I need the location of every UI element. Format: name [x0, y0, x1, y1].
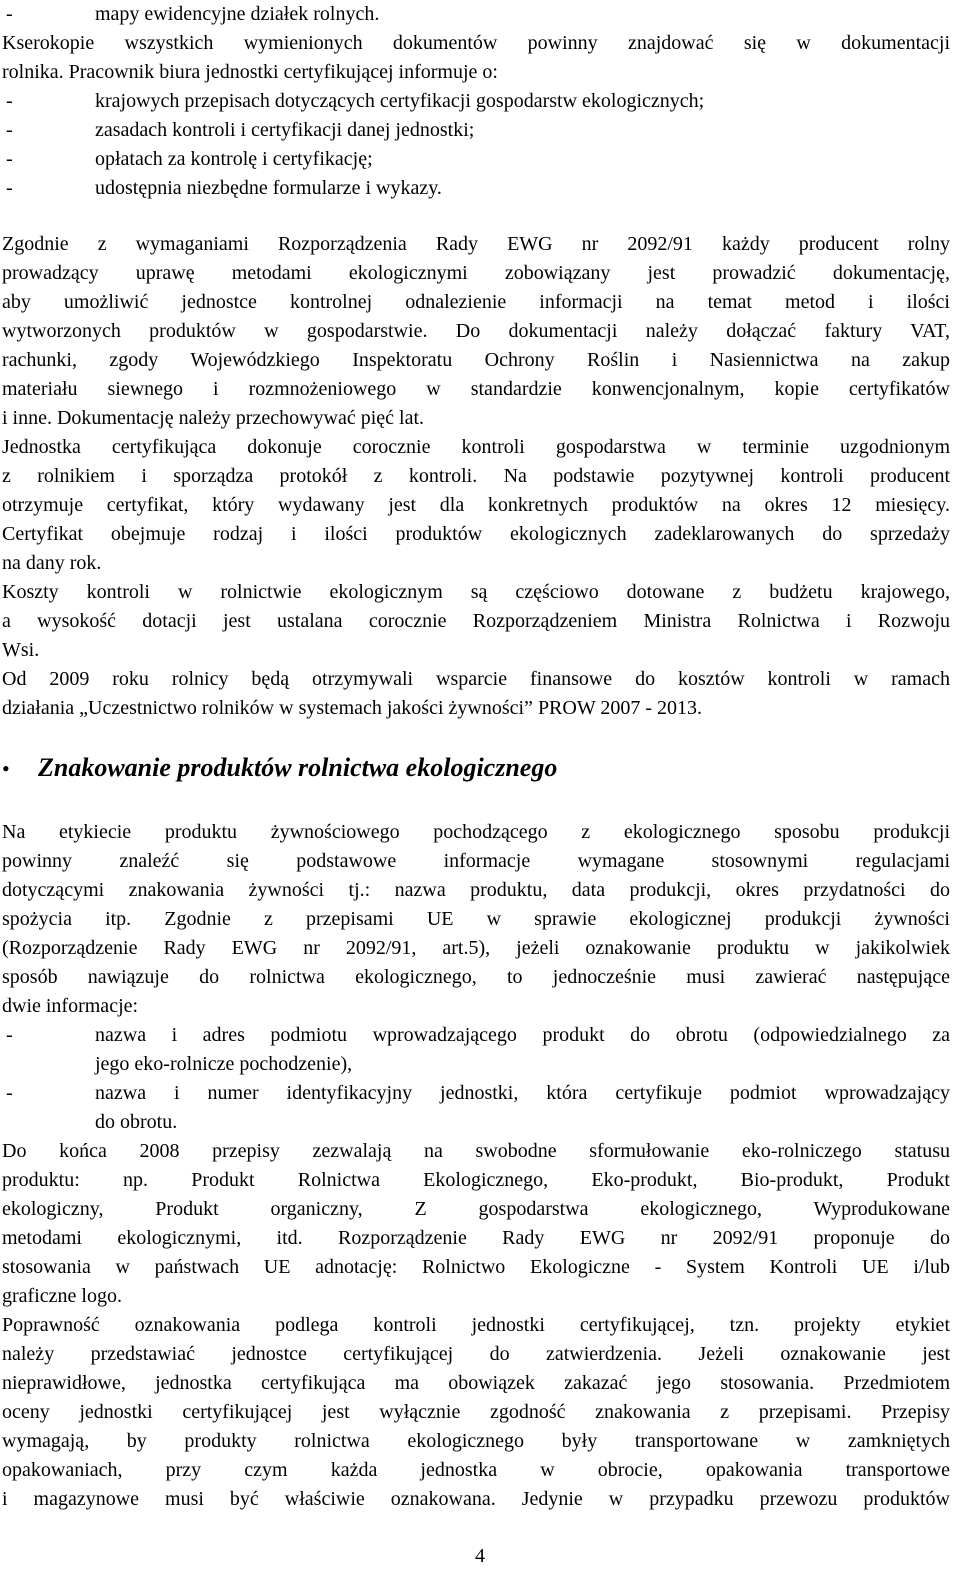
text-line: produktu: np. Produkt Rolnictwa Ekologicznego, Eko-produkt, Bio-produkt, Produkt: [2, 1169, 950, 1191]
text-line: Zgodnie z wymaganiami Rozporządzenia Rady EWG nr 2092/91 każdy producent rolny: [2, 233, 950, 255]
text-line: Do końca 2008 przepisy zezwalają na swobodne sformułowanie eko-rolniczego statusu: [2, 1140, 950, 1162]
text-line: materiału siewnego i rozmnożeniowego w standardzie konwencjonalnym, kopie certyfikatów: [2, 378, 950, 400]
text-line: prowadzący uprawę metodami ekologicznymi zobowiązany jest prowadzić dokumentację,: [2, 262, 950, 284]
text-line: a wysokość dotacji jest ustalana corocznie Rozporządzeniem Ministra Rolnictwa i Rozwoju: [2, 610, 950, 632]
text-line: spożycia itp. Zgodnie z przepisami UE w sprawie ekologicznej produkcji żywności: [2, 908, 950, 930]
text-line: powinny znaleźć się podstawowe informacje wymagane stosownymi regulacjami: [2, 850, 950, 872]
list-dash: -: [6, 1024, 13, 1046]
text-line: Kserokopie wszystkich wymienionych dokumentów powinny znajdować się w dokumentacji: [2, 32, 950, 54]
text-line: rachunki, zgody Wojewódzkiego Inspektoratu Ochrony Roślin i Nasiennictwa na zakup: [2, 349, 950, 371]
list-dash: -: [6, 177, 13, 199]
text-line: otrzymuje certyfikat, który wydawany jest dla konkretnych produktów na okres 12 miesięcy.: [2, 494, 950, 516]
text-line: z rolnikiem i sporządza protokół z kontroli. Na podstawie pozytywnej kontroli producent: [2, 465, 950, 487]
section-heading: Znakowanie produktów rolnictwa ekologicznego: [38, 753, 558, 782]
list-item: krajowych przepisach dotyczących certyfikacji gospodarstw ekologicznych;: [95, 90, 705, 112]
text-line: metodami ekologicznymi, itd. Rozporządzenie Rady EWG nr 2092/91 proponuje do: [2, 1227, 950, 1249]
list-item-continuation: jego eko-rolnicze pochodzenie),: [95, 1053, 353, 1075]
list-item: nazwa i numer identyfikacyjny jednostki, która certyfikuje podmiot wprowadzający: [95, 1082, 950, 1104]
list-dash: -: [6, 3, 13, 25]
text-line: Poprawność oznakowania podlega kontroli jednostki certyfikującej, tzn. projekty etykiet: [2, 1314, 950, 1336]
text-line: działania „Uczestnictwo rolników w systemach jakości żywności” PROW 2007 - 2013.: [2, 697, 703, 719]
text-line: opakowaniach, przy czym każda jednostka w obrocie, opakowania transportowe: [2, 1459, 950, 1481]
list-item: udostępnia niezbędne formularze i wykazy.: [95, 177, 442, 199]
text-line: na dany rok.: [2, 552, 102, 574]
text-line: nieprawidłowe, jednostka certyfikująca ma obowiązek zakazać jego stosowania. Przedmiotem: [2, 1372, 950, 1394]
list-dash: -: [6, 1082, 13, 1104]
text-line: aby umożliwić jednostce kontrolnej odnalezienie informacji na temat metod i ilości: [2, 291, 950, 313]
text-line: Koszty kontroli w rolnictwie ekologicznym są częściowo dotowane z budżetu krajowego,: [2, 581, 950, 603]
list-dash: -: [6, 90, 13, 112]
text-line: dwie informacje:: [2, 995, 139, 1017]
text-line: i magazynowe musi być właściwie oznakowana. Jedynie w przypadku przewozu produktów: [2, 1488, 950, 1510]
text-line: Wsi.: [2, 639, 40, 661]
text-line: oceny jednostki certyfikującej jest wyłącznie zgodność znakowania z przepisami. Przepisy: [2, 1401, 950, 1423]
text-line: Od 2009 roku rolnicy będą otrzymywali wsparcie finansowe do kosztów kontroli w ramach: [2, 668, 950, 690]
text-line: wymagają, by produkty rolnictwa ekologicznego były transportowane w zamkniętych: [2, 1430, 950, 1452]
text-line: dotyczącymi znakowania żywności tj.: nazwa produktu, data produkcji, okres przydatności do: [2, 879, 950, 901]
bullet-icon: •: [2, 756, 10, 781]
text-line: graficzne logo.: [2, 1285, 122, 1307]
text-line: Na etykiecie produktu żywnościowego pochodzącego z ekologicznego sposobu produkcji: [2, 821, 950, 843]
list-item: nazwa i adres podmiotu wprowadzającego produkt do obrotu (odpowiedzialnego za: [95, 1024, 950, 1046]
text-line: i inne. Dokumentację należy przechowywać pięć lat.: [2, 407, 425, 429]
list-item-continuation: do obrotu.: [95, 1111, 178, 1133]
list-item: zasadach kontroli i certyfikacji danej jednostki;: [95, 119, 475, 141]
page-number: 4: [475, 1545, 485, 1567]
text-line: Certyfikat obejmuje rodzaj i ilości produktów ekologicznych zadeklarowanych do sprzedaży: [2, 523, 950, 545]
list-dash: -: [6, 148, 13, 170]
text-line: Jednostka certyfikująca dokonuje corocznie kontroli gospodarstwa w terminie uzgodnionym: [2, 436, 950, 458]
list-item: mapy ewidencyjne działek rolnych.: [95, 3, 380, 25]
text-line: stosowania w państwach UE adnotację: Rolnictwo Ekologiczne - System Kontroli UE i/lub: [2, 1256, 950, 1278]
list-item: opłatach za kontrolę i certyfikację;: [95, 148, 373, 170]
list-dash: -: [6, 119, 13, 141]
text-line: ekologiczny, Produkt organiczny, Z gospodarstwa ekologicznego, Wyprodukowane: [2, 1198, 950, 1220]
text-line: (Rozporządzenie Rady EWG nr 2092/91, art.5), jeżeli oznakowanie produktu w jakikolwiek: [2, 937, 950, 959]
text-line: sposób nawiązuje do rolnictwa ekologicznego, to jednocześnie musi zawierać następujące: [2, 966, 950, 988]
text-line: należy przedstawiać jednostce certyfikującej do zatwierdzenia. Jeżeli oznakowanie jest: [2, 1343, 950, 1365]
text-line: rolnika. Pracownik biura jednostki certyfikującej informuje o:: [2, 61, 498, 83]
text-line: wytworzonych produktów w gospodarstwie. Do dokumentacji należy dołączać faktury VAT,: [2, 320, 950, 342]
